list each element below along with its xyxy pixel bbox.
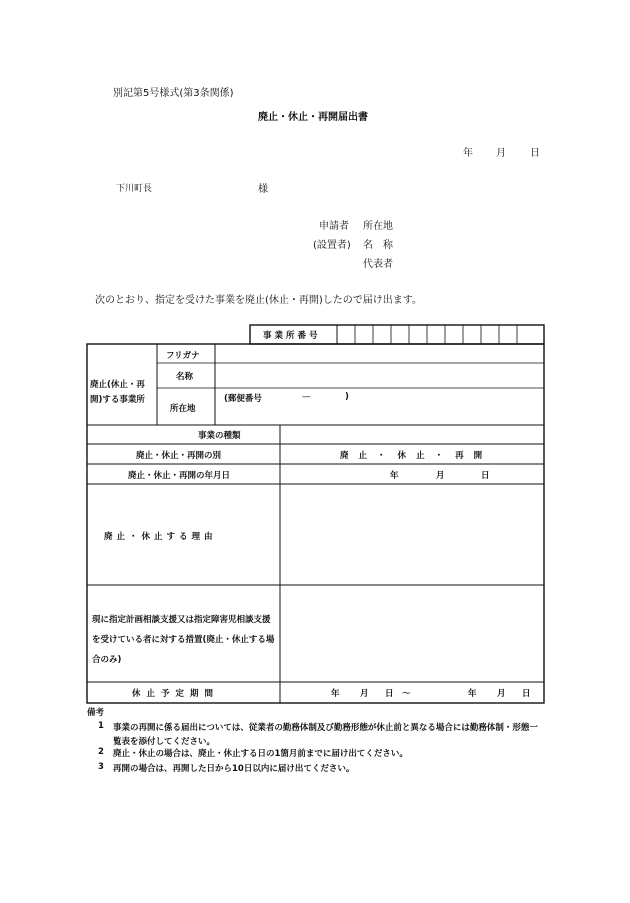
date-year-unit: 年 [390, 471, 399, 481]
applicant-address-label: 所在地 [363, 221, 393, 232]
furigana-field[interactable] [216, 345, 543, 362]
applicant-role2: (設置者) [313, 240, 351, 251]
category-char: 休 [397, 451, 407, 461]
category-char: 再 [455, 451, 464, 461]
period-tilde: ～ [402, 689, 411, 699]
date-label: 廃止・休止・再開の年月日 [128, 471, 231, 481]
postal-dash: — [302, 392, 311, 402]
category-label: 廃止・休止・再開の別 [136, 451, 222, 461]
period-day2: 日 [522, 689, 531, 699]
business-type-field[interactable] [281, 426, 543, 443]
measures-label: 現に指定計画相談支援又は指定障害児相談支援を受けている者に対する措置(廃止・休止する場合のみ) [92, 615, 275, 665]
furigana-label: フリガナ [166, 351, 200, 361]
category-options[interactable] [340, 449, 482, 461]
category-char: 廃 [340, 451, 349, 461]
business-type-label: 事業の種類 [198, 431, 241, 441]
postal-label: (郵便番号 [224, 394, 262, 404]
period-month1: 月 [360, 689, 369, 699]
date-month: 月 [496, 148, 506, 159]
note-text: 再開の場合は、再開した日から10日以内に届け出てください。 [113, 764, 355, 774]
period-year1: 年 [331, 689, 340, 699]
note-number: 2 [98, 747, 104, 757]
notes-heading: 備考 [87, 708, 105, 718]
note-text: 事業の再開に係る届出については、従業者の勤務体制及び勤務形態が休止前と異なる場合には勤務体制・形態一覧表を添付してください。 [113, 723, 538, 747]
form-label: 別記第5号様式(第3条関係) [113, 88, 234, 99]
office-group-label: 廃止(休止・再開)する事業所 [90, 380, 145, 405]
note-text: 廃止・休止の場合は、廃止・休止する日の1箇月前までに届け出てください。 [113, 749, 408, 759]
honorific: 様 [258, 184, 268, 195]
reason-label: 廃止・休止する理由 [104, 532, 217, 542]
name-label: 名称 [176, 372, 194, 382]
addressee: 下川町長 [116, 184, 153, 194]
reason-field[interactable] [281, 485, 543, 584]
note-number: 1 [98, 721, 104, 731]
address-label: 所在地 [170, 404, 196, 414]
category-char: ・ [434, 451, 444, 461]
statement: 次のとおり、指定を受けた事業を廃止(休止・再開)したので届け出ます。 [95, 295, 423, 306]
form-title: 廃止・休止・再開届出書 [258, 112, 368, 123]
category-char: 止 [416, 451, 425, 461]
applicant-name-label: 名 称 [363, 240, 393, 251]
period-year2: 年 [468, 689, 477, 699]
office-number-label: 事業所番号 [263, 331, 321, 341]
category-char: ・ [377, 451, 386, 461]
date-month-unit: 月 [436, 471, 445, 481]
date-day-unit: 日 [481, 471, 490, 481]
applicant-representative-label: 代表者 [363, 259, 393, 270]
date-year: 年 [463, 148, 473, 159]
date-day: 日 [530, 148, 540, 159]
address-field[interactable] [216, 406, 543, 424]
category-char: 止 [358, 451, 368, 461]
note-number: 3 [98, 762, 104, 772]
period-day1: 日 [385, 689, 394, 699]
applicant-role1: 申請者 [319, 221, 349, 232]
category-char: 開 [473, 451, 483, 461]
period-month2: 月 [497, 689, 506, 699]
name-field[interactable] [216, 364, 543, 387]
period-label: 休止予定期間 [132, 689, 220, 699]
postal-close: ) [345, 392, 349, 402]
measures-field[interactable] [281, 586, 543, 681]
